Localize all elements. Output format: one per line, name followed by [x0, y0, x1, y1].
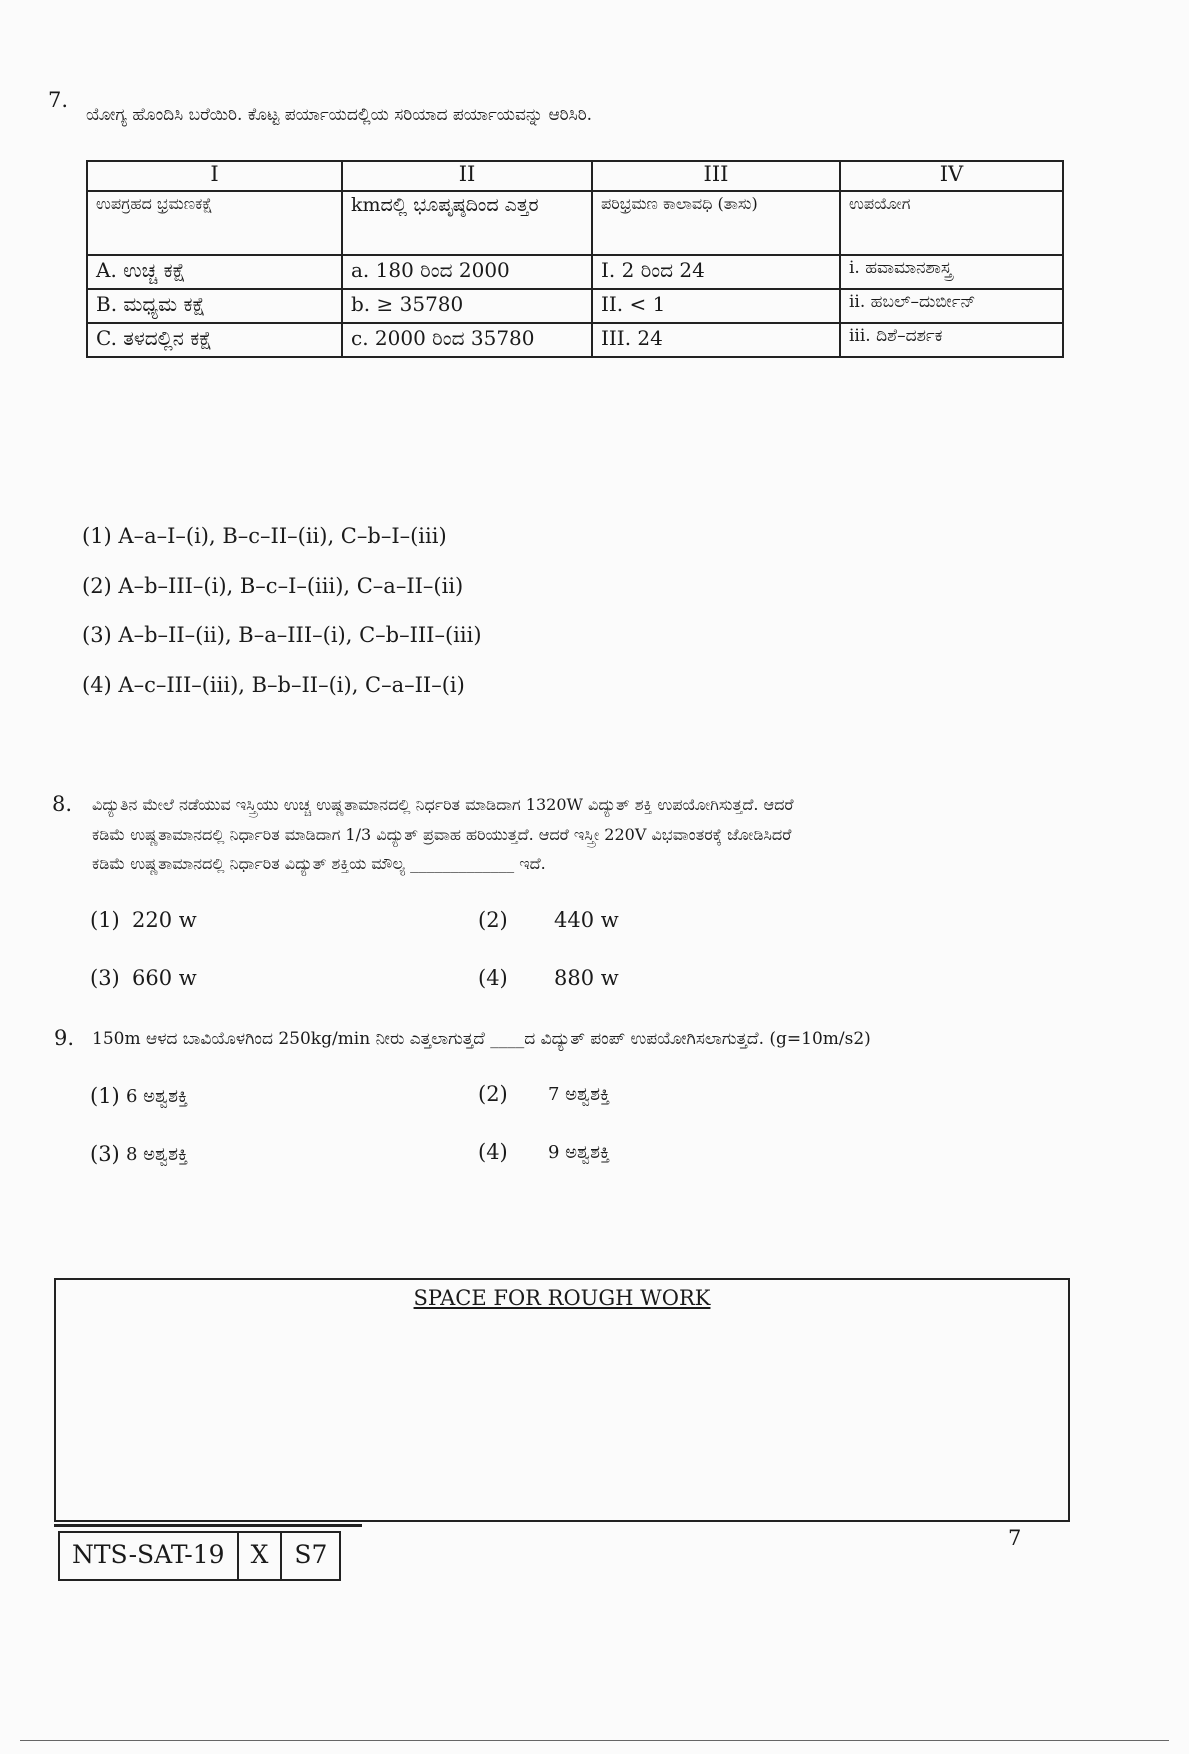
paper-code: NTS-SAT-19 [60, 1533, 239, 1579]
q8-line-3: ಕಡಿಮೆ ಉಷ್ಣತಾಮಾನದಲ್ಲಿ ನಿರ್ಧಾರಿತ ವಿದ್ಯುತ್ ಶಕ್ತಿಯ ಮೌಲ್ಯ _____________ ಇದೆ. [92, 854, 546, 873]
option-text: 8 ಅಶ್ವಶಕ್ತಿ [126, 1144, 188, 1165]
q9-number: 9. [54, 1026, 75, 1050]
option-number: (3) [90, 1142, 120, 1166]
q7-number: 7. [48, 88, 69, 112]
rough-work-box [54, 1278, 1070, 1522]
table-cell: ii. ಹಬಲ್‌–ದುರ್ಬೀನ್ [840, 289, 1063, 323]
q7-option-3[interactable]: (3) A–b–II–(ii), B–a–III–(i), C–b–III–(iii) [82, 623, 482, 647]
option-text: 7 ಅಶ್ವಶಕ್ತಿ [548, 1084, 610, 1105]
table-cell: C. ತಳದಲ್ಲಿನ ಕಕ್ಷೆ [87, 323, 342, 357]
table-cell: I. 2 ರಿಂದ 24 [592, 255, 840, 289]
q7-option-2[interactable]: (2) A–b–III–(i), B–c–I–(iii), C–a–II–(ii) [82, 574, 464, 598]
col-subheader: ಪರಿಭ್ರಮಣ ಕಾಲಾವಧಿ (ತಾಸು) [592, 191, 840, 255]
option-number: (1) [90, 1084, 120, 1108]
option-text: 6 ಅಶ್ವಶಕ್ತಿ [126, 1086, 188, 1107]
col-subheader: ಉಪಗ್ರಹದ ಭ್ರಮಣಕಕ್ಷೆ [87, 191, 342, 255]
option-number: (4) [478, 966, 508, 990]
table-cell: i. ಹವಾಮಾನಶಾಸ್ತ್ರ [840, 255, 1063, 289]
col-subheader: ಉಪಯೋಗ [840, 191, 1063, 255]
q9-text: 150m ಆಳದ ಬಾವಿಯೊಳಗಿಂದ 250kg/min ನೀರು ಎತ್ತಲಾಗುತ್ತದೆ ____ದ ವಿದ್ಯುತ್ ಪಂಪ್ ಉಪಯೋಗಿಸಲಾಗುತ್ತದೆ. (g=10m/s2) [92, 1029, 871, 1049]
option-number: (4) [478, 1140, 508, 1164]
paper-code-box [58, 1531, 341, 1581]
option-text: 9 ಅಶ್ವಶಕ್ತಿ [548, 1142, 610, 1163]
col-header: I [87, 161, 342, 191]
page-number: 7 [1008, 1526, 1022, 1550]
q8-number: 8. [52, 792, 73, 816]
option-number: (2) [478, 1082, 508, 1106]
page-bottom-edge [20, 1740, 1169, 1741]
col-header: III [592, 161, 840, 191]
option-text: 660 w [132, 966, 197, 990]
col-header: IV [840, 161, 1063, 191]
option-number: (2) [478, 908, 508, 932]
footer-divider [54, 1524, 362, 1527]
option-text: 880 w [554, 966, 619, 990]
q8-line-1: ವಿದ್ಯುತಿನ ಮೇಲೆ ನಡೆಯುವ ಇಸ್ತ್ರಿಯು ಉಚ್ಚ ಉಷ್ಣತಾಮಾನದಲ್ಲಿ ನಿರ್ಧರಿತ ಮಾಡಿದಾಗ 1320W ವಿದ್ಯುತ್ ಶಕ್ತಿ ಉಪಯೋಗಿಸುತ್ತದೆ. ಆದರೆ [92, 795, 794, 814]
table-cell: a. 180 ರಿಂದ 2000 [342, 255, 592, 289]
rough-work-title: SPACE FOR ROUGH WORK [413, 1286, 711, 1310]
option-text: 220 w [132, 908, 197, 932]
paper-class: X [239, 1533, 283, 1579]
table-cell: iii. ದಿಶೆ–ದರ್ಶಕ [840, 323, 1063, 357]
table-cell: B. ಮಧ್ಯಮ ಕಕ್ಷೆ [87, 289, 342, 323]
col-subheader: kmದಲ್ಲಿ ಭೂಪೃಷ್ಠದಿಂದ ಎತ್ತರ [342, 191, 592, 255]
option-text: 440 w [554, 908, 619, 932]
table-cell: c. 2000 ರಿಂದ 35780 [342, 323, 592, 357]
option-number: (3) [90, 966, 120, 990]
table-cell: III. 24 [592, 323, 840, 357]
q7-option-4[interactable]: (4) A–c–III–(iii), B–b–II–(i), C–a–II–(i) [82, 673, 465, 697]
q8-line-2: ಕಡಿಮೆ ಉಷ್ಣತಾಮಾನದಲ್ಲಿ ನಿರ್ಧಾರಿತ ಮಾಡಿದಾಗ 1/3 ವಿದ್ಯುತ್ ಪ್ರವಾಹ ಹರಿಯುತ್ತದೆ. ಆದರೆ ಇಸ್ತ್ರೀ 220V ವಿಭವಾಂತರಕ್ಕೆ ಜೋಡಿಸಿದರೆ [92, 825, 792, 844]
q7-text: ಯೋಗ್ಯ ಹೊಂದಿಸಿ ಬರೆಯಿರಿ. ಕೊಟ್ಟ ಪರ್ಯಾಯದಲ್ಲಿಯ ಸರಿಯಾದ ಪರ್ಯಾಯವನ್ನು ಆರಿಸಿರಿ. [86, 105, 593, 125]
option-number: (1) [90, 908, 120, 932]
match-table [86, 160, 1064, 358]
paper-set: S7 [294, 1540, 328, 1569]
col-header: II [342, 161, 592, 191]
table-cell: II. < 1 [592, 289, 840, 323]
table-cell: A. ಉಚ್ಚ ಕಕ್ಷೆ [87, 255, 342, 289]
table-cell: b. ≥ 35780 [342, 289, 592, 323]
q7-option-1[interactable]: (1) A–a–I–(i), B–c–II–(ii), C–b–I–(iii) [82, 524, 447, 548]
